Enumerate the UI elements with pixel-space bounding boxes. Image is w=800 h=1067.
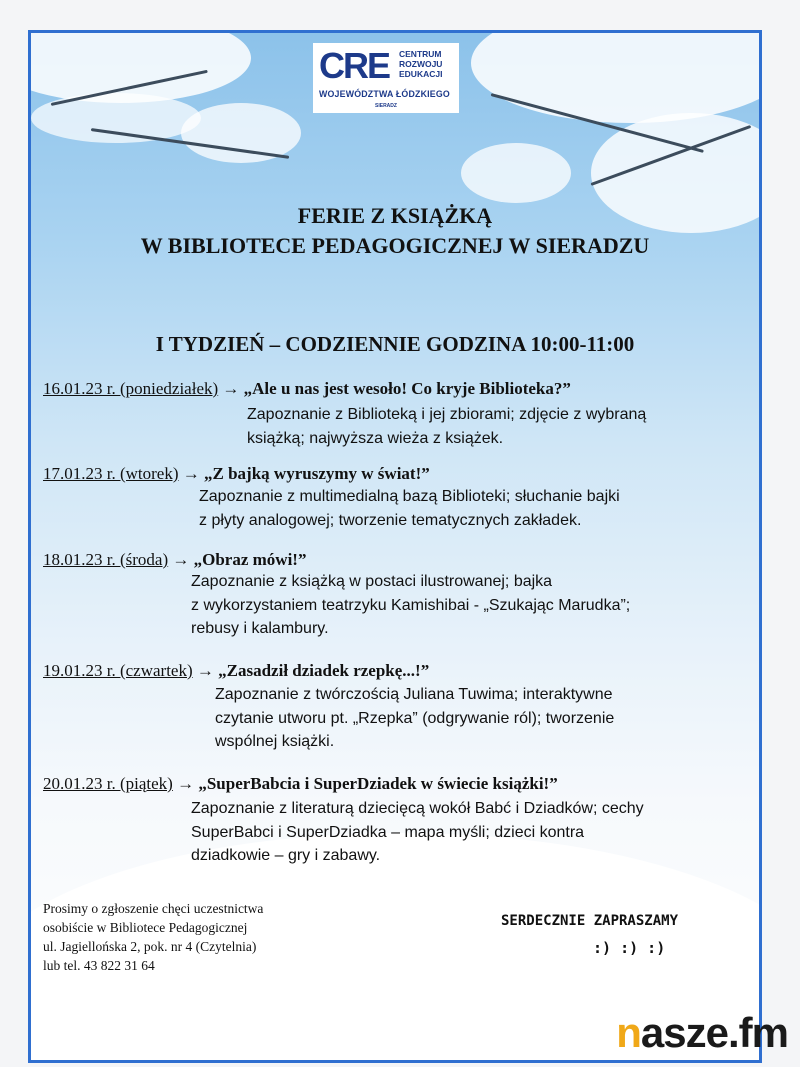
day-heading: [43, 661, 429, 681]
invite-text: SERDECZNIE ZAPRASZAMY: [501, 913, 679, 929]
invite-smiles: :) :) :): [593, 939, 666, 957]
snow-branch: [28, 30, 251, 103]
cre-logo: [313, 43, 459, 113]
day-event: „Ale u nas jest wesoło! Co kryje Biblioteka?”: [243, 379, 571, 398]
poster-title: [31, 201, 759, 261]
logo-side-text: CENTRUM ROZWOJU EDUKACJI: [399, 49, 443, 79]
arrow: →: [192, 661, 219, 680]
snow-branch: [31, 93, 201, 143]
logo-city: SIERADZ: [375, 103, 397, 109]
poster: [28, 30, 762, 1063]
day-event: „SuperBabcia i SuperDziadek w świecie książki!”: [198, 774, 558, 793]
day-date: 16.01.23 r. (poniedziałek): [43, 379, 219, 398]
day-event: „Z bajką wyruszymy w świat!”: [204, 464, 430, 483]
week-heading: I TYDZIEŃ – CODZIENNIE GODZINA 10:00-11:00: [155, 332, 635, 356]
site-watermark: nasze.fm: [616, 1009, 788, 1056]
day-date: 19.01.23 r. (czwartek): [43, 661, 193, 680]
title-line-2: W BIBLIOTECE PEDAGOGICZNEJ W SIERADZU: [140, 233, 650, 258]
snow-branch: [461, 143, 571, 203]
day-heading: [43, 774, 558, 794]
day-date: 20.01.23 r. (piątek): [43, 774, 173, 793]
arrow: →: [168, 550, 194, 569]
arrow: →: [178, 464, 205, 483]
day-heading: [43, 550, 306, 570]
day-description: Zapoznanie z książką w postaci ilustrowanej; bajka z wykorzystaniem teatrzyku Kamishibai - „Szukając Marudka”; rebusy i kalambury.: [191, 573, 631, 637]
day-description: Zapoznanie z multimedialną bazą Biblioteki; słuchanie bajki z płyty analogowej; tworzenie tematycznych zakładek.: [199, 488, 620, 529]
day-description: Zapoznanie z literaturą dziecięcą wokół Babć i Dziadków; cechy SuperBabci i SuperDziadka – mapa myśli; dzieci kontra dziadkowie – gry i zabawy.: [191, 800, 644, 864]
contact-info: Prosimy o zgłoszenie chęci uczestnictwa osobiście w Bibliotece Pedagogicznej ul. Jagiellońska 2, pok. nr 4 (Czytelnia) lub tel. 43 822 31 64: [43, 901, 264, 973]
day-date: 18.01.23 r. (środa): [43, 550, 169, 569]
logo-mark: CRE: [319, 45, 390, 86]
day-heading: [43, 379, 571, 399]
day-date: 17.01.23 r. (wtorek): [43, 464, 179, 483]
logo-subtitle: WOJEWÓDZTWA ŁÓDZKIEGO: [319, 89, 450, 99]
day-description: Zapoznanie z twórczością Juliana Tuwima; interaktywne czytanie utworu pt. „Rzepka” (odgrywanie ról); tworzenie wspólnej książki.: [215, 686, 615, 750]
title-line-1: FERIE Z KSIĄŻKĄ: [297, 203, 493, 228]
day-event: „Obraz mówi!”: [193, 550, 307, 569]
day-description: Zapoznanie z Biblioteką i jej zbiorami; zdjęcie z wybraną książką; najwyższa wieża z książek.: [247, 406, 647, 447]
day-heading: [43, 464, 430, 484]
arrow: →: [218, 379, 244, 398]
snow-branch: [471, 30, 762, 123]
day-event: „Zasadził dziadek rzepkę...!”: [218, 661, 430, 680]
arrow: →: [172, 774, 199, 793]
